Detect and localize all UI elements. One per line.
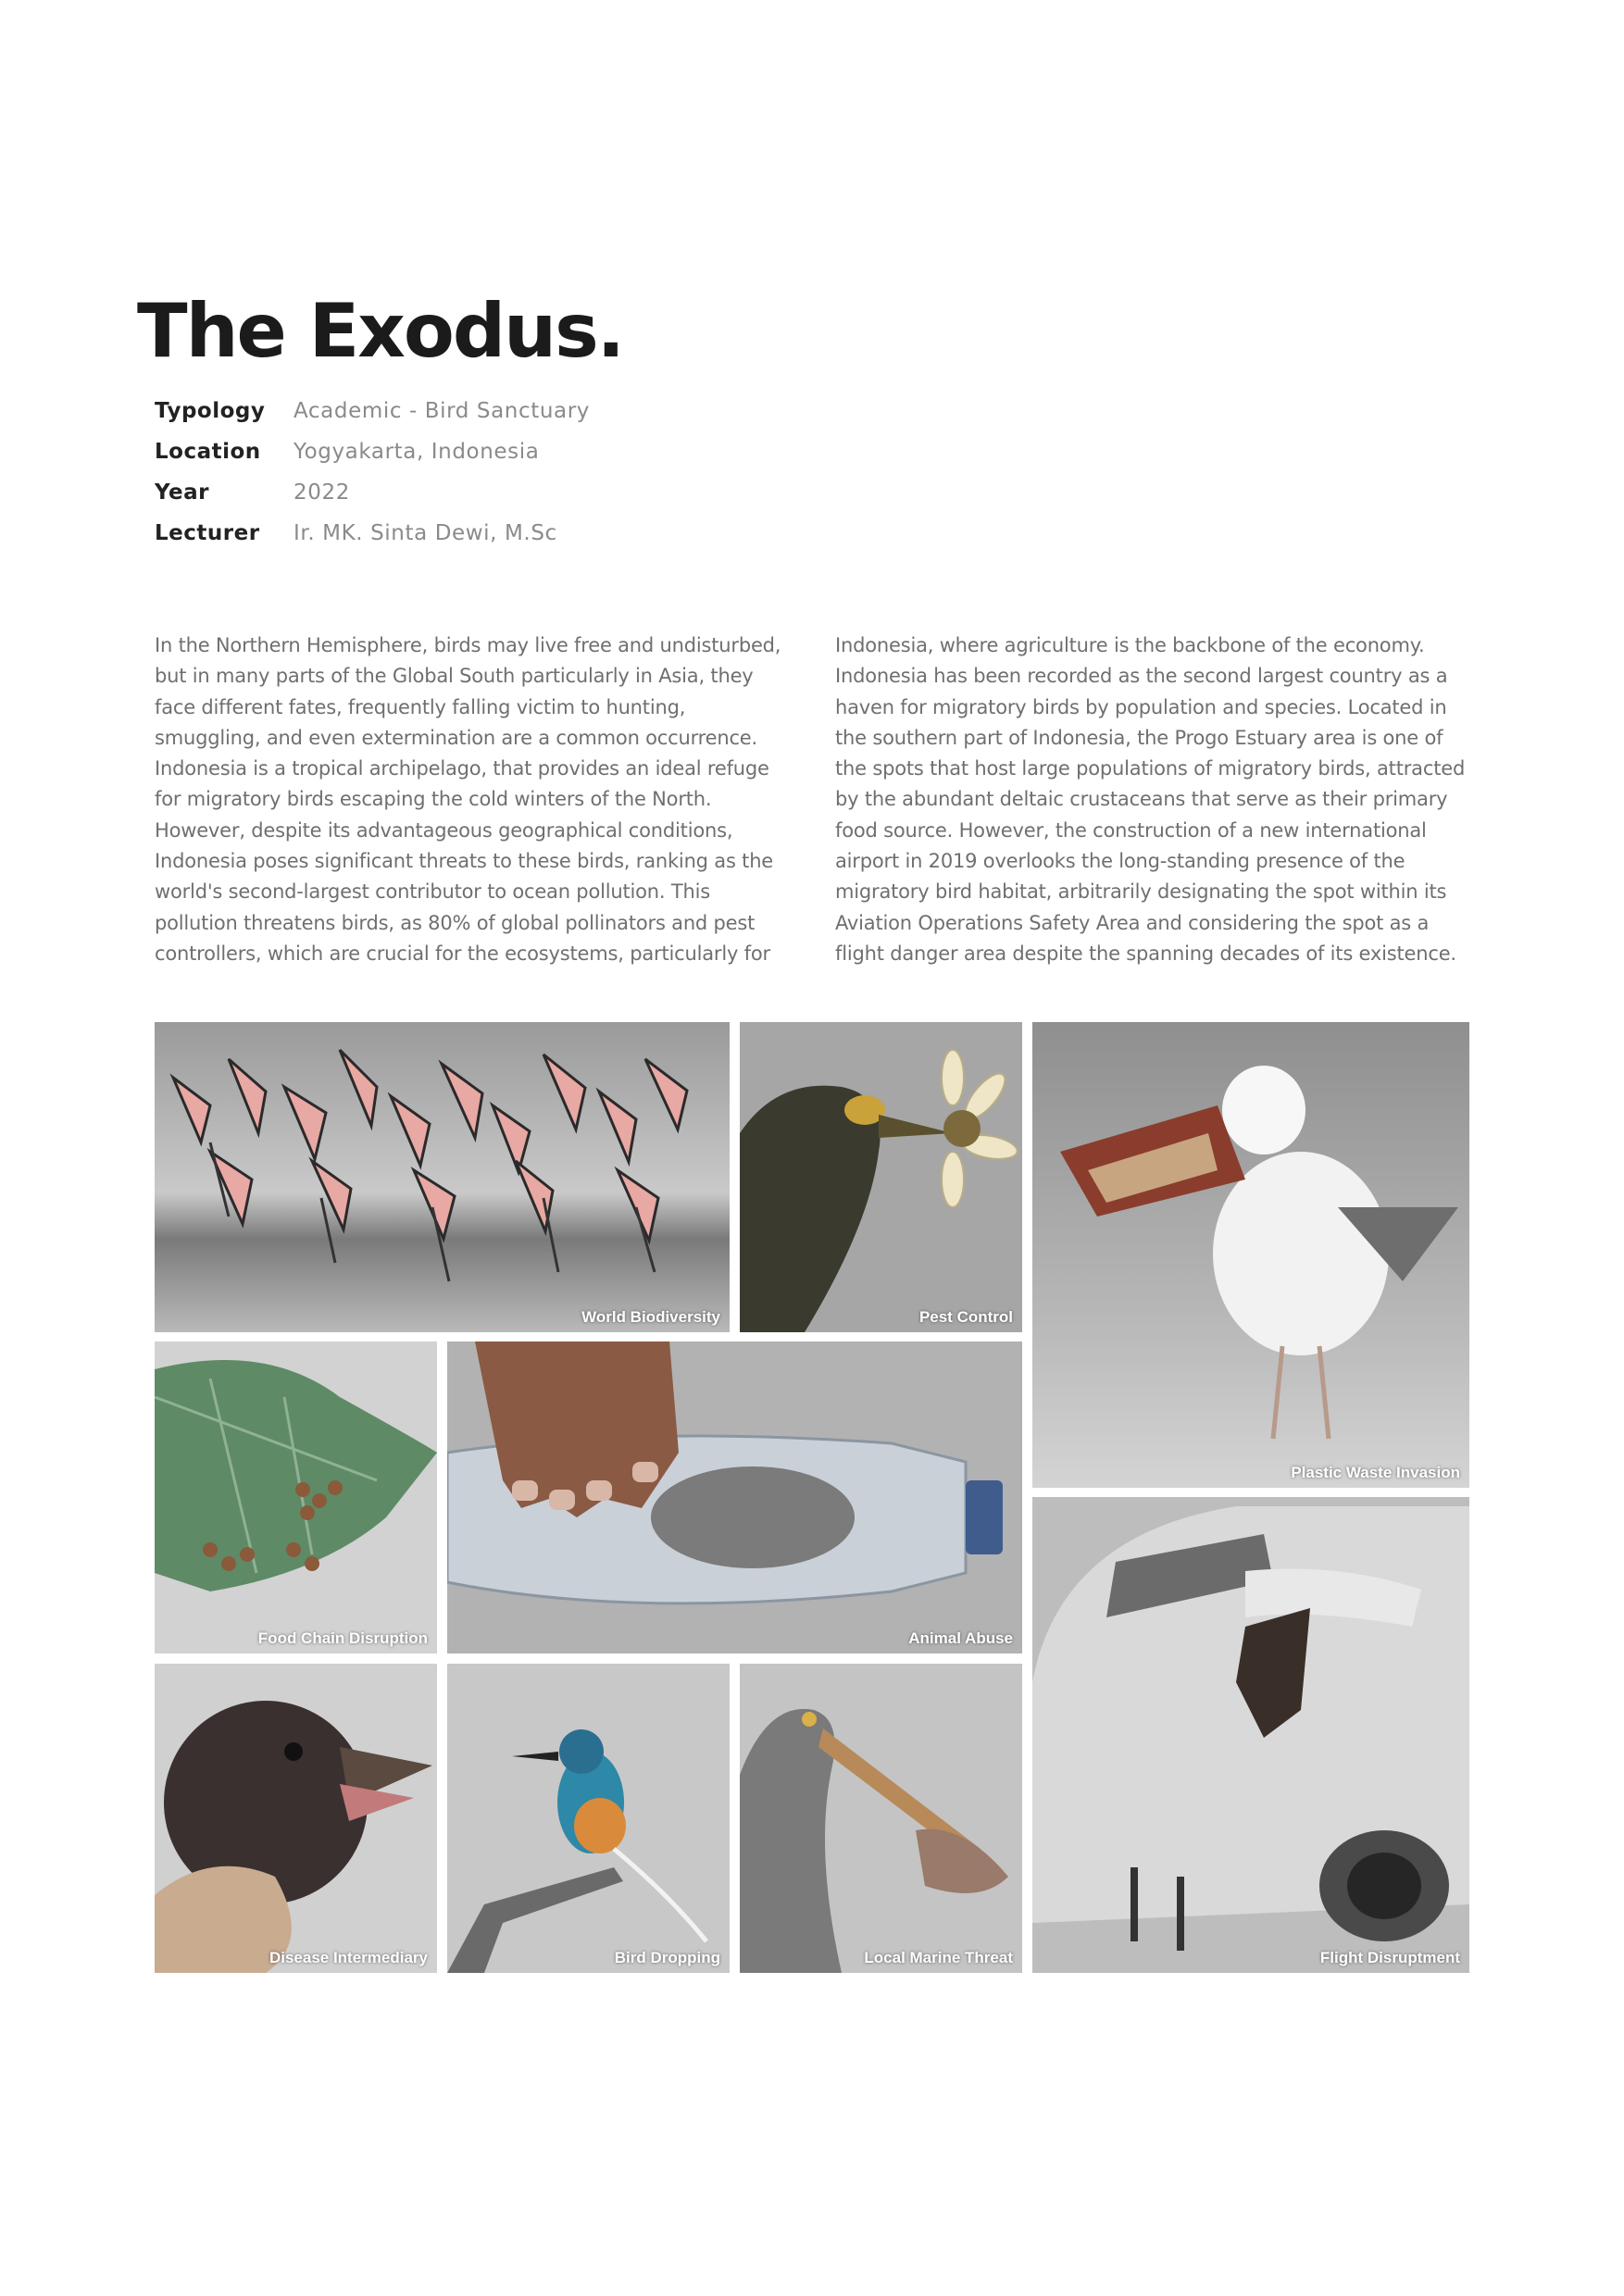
- photo-bird-dropping: [447, 1664, 730, 1973]
- photo-caption: Bird Dropping: [614, 1949, 720, 1966]
- bird-with-insect-illustration: [740, 1022, 1022, 1332]
- body-line: by the abundant deltaic crustaceans that serve as their primary: [835, 788, 1448, 811]
- bird-in-hand-illustration: [155, 1664, 437, 1973]
- heron-with-fish-illustration: [740, 1664, 1022, 1973]
- photo-caption: Animal Abuse: [908, 1629, 1013, 1647]
- project-meta: [155, 391, 590, 554]
- body-line: Indonesia is a tropical archipelago, that provides an ideal refuge: [155, 757, 769, 780]
- photo-pest-control: [740, 1022, 1022, 1332]
- meta-value: Academic - Bird Sanctuary: [294, 399, 590, 423]
- photo-food-chain-disruption: [155, 1341, 437, 1653]
- body-line: Indonesia has been recorded as the second largest country as a: [835, 665, 1448, 688]
- body-line: Indonesia, where agriculture is the backbone of the economy.: [835, 634, 1425, 656]
- gull-with-plastic-illustration: [1032, 1022, 1469, 1488]
- body-line: pollution threatens birds, as 80% of global pollinators and pest: [155, 911, 756, 934]
- photo-world-biodiversity: [155, 1022, 730, 1332]
- photo-caption: World Biodiversity: [581, 1308, 720, 1326]
- photo-caption: Pest Control: [918, 1308, 1013, 1326]
- body-line: In the Northern Hemisphere, birds may live free and undisturbed,: [155, 634, 781, 656]
- meta-typology: [155, 391, 590, 431]
- body-line: Aviation Operations Safety Area and considering the spot as a: [835, 911, 1430, 934]
- airplane-bird-strike-illustration: [1032, 1497, 1469, 1973]
- meta-location: [155, 431, 590, 472]
- meta-value: Ir. MK. Sinta Dewi, M.Sc: [294, 521, 557, 545]
- photo-animal-abuse: [447, 1341, 1022, 1653]
- photo-caption: Disease Intermediary: [269, 1949, 428, 1966]
- body-line: controllers, which are crucial for the ecosystems, particularly for: [155, 942, 770, 965]
- body-line: food source. However, the construction of a new international: [835, 818, 1427, 842]
- kingfisher-illustration: [447, 1664, 730, 1973]
- body-line: flight danger area despite the spanning decades of its existence.: [835, 942, 1456, 965]
- body-line: haven for migratory birds by population and species. Located in: [835, 695, 1447, 718]
- body-line: the spots that host large populations of migratory birds, attracted: [835, 757, 1466, 780]
- body-line: the southern part of Indonesia, the Progo Estuary area is one of: [835, 726, 1443, 749]
- body-line: However, despite its advantageous geographical conditions,: [155, 818, 733, 842]
- body-line: smuggling, and even extermination are a common occurrence.: [155, 726, 758, 749]
- body-line: Indonesia poses significant threats to these birds, ranking as the: [155, 850, 774, 873]
- leaf-with-insects-illustration: [155, 1341, 437, 1653]
- photo-flight-disruptment: [1032, 1497, 1469, 1973]
- meta-value: Yogyakarta, Indonesia: [294, 440, 540, 464]
- body-line: but in many parts of the Global South particularly in Asia, they: [155, 665, 754, 688]
- photo-caption: Plastic Waste Invasion: [1291, 1464, 1460, 1481]
- body-line: migratory bird habitat, arbitrarily designating the spot within its: [835, 880, 1447, 904]
- body-text-left: [155, 630, 793, 969]
- photo-caption: Flight Disruptment: [1319, 1949, 1460, 1966]
- flamingo-flock-illustration: [155, 1022, 730, 1332]
- page-title: The Exodus.: [137, 288, 624, 374]
- photo-caption: Food Chain Disruption: [257, 1629, 428, 1647]
- meta-label: Typology: [155, 399, 266, 423]
- body-text-right: [835, 630, 1474, 969]
- meta-label: Year: [155, 480, 210, 505]
- body-line: world's second-largest contributor to ocean pollution. This: [155, 880, 710, 904]
- photo-disease-intermediary: [155, 1664, 437, 1973]
- photo-plastic-waste-invasion: [1032, 1022, 1469, 1488]
- photo-caption: Local Marine Threat: [864, 1949, 1013, 1966]
- meta-label: Lecturer: [155, 521, 260, 545]
- body-line: for migratory birds escaping the cold winters of the North.: [155, 788, 712, 811]
- meta-year: [155, 472, 590, 513]
- body-line: face different fates, frequently falling victim to hunting,: [155, 695, 686, 718]
- body-line: airport in 2019 overlooks the long-standing presence of the: [835, 850, 1405, 873]
- meta-label: Location: [155, 440, 261, 464]
- meta-value: 2022: [294, 480, 350, 505]
- bird-in-bottle-illustration: [447, 1341, 1022, 1653]
- photo-local-marine-threat: [740, 1664, 1022, 1973]
- meta-lecturer: [155, 513, 590, 554]
